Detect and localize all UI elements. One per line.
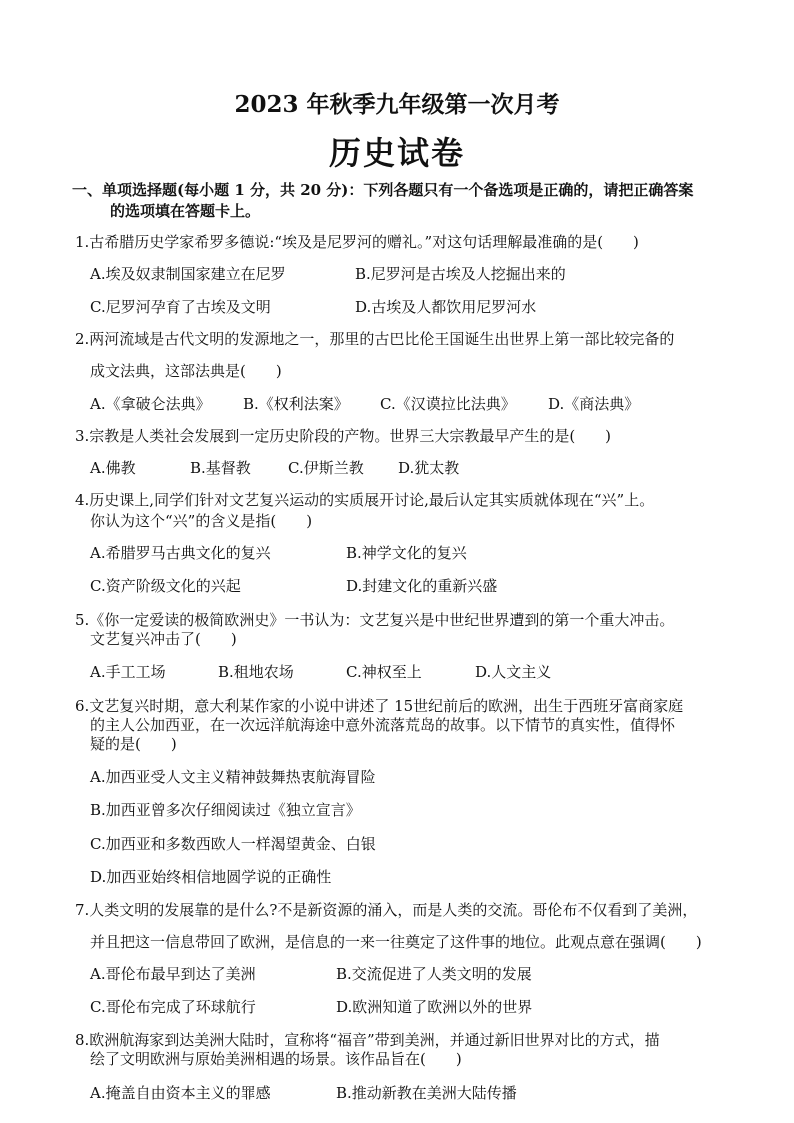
question-5-option-c: C.神权至上 xyxy=(346,663,422,681)
question-2-stem-2: 成文法典，这部法典是( ) xyxy=(90,362,282,380)
question-2-option-a: A.《拿破仑法典》 xyxy=(90,395,211,413)
question-5-stem-1: 5.《你一定爱读的极简欧洲史》一书认为：文艺复兴是中世纪世界遭到的第一个重大冲击。 xyxy=(75,611,675,629)
question-4-option-c: C.资产阶级文化的兴起 xyxy=(90,577,241,595)
question-5-option-b: B.租地农场 xyxy=(218,663,294,681)
question-7-option-c: C.哥伦布完成了环球航行 xyxy=(90,998,256,1016)
question-4-option-d: D.封建文化的重新兴盛 xyxy=(346,577,498,595)
question-1-option-a: A.埃及奴隶制国家建立在尼罗 xyxy=(90,265,286,283)
question-4-stem-2: 你认为这个“兴”的含义是指( ) xyxy=(90,512,313,530)
question-7-option-b: B.交流促进了人类文明的发展 xyxy=(336,965,532,983)
question-3-option-d: D.犹太教 xyxy=(398,459,460,477)
question-2-stem-1: 2.两河流域是古代文明的发源地之一，那里的古巴比伦王国诞生出世界上第一部比较完备的 xyxy=(75,330,675,348)
question-5-option-a: A.手工工场 xyxy=(90,663,166,681)
question-8-stem-2: 绘了文明欧洲与原始美洲相遇的场景。该作品旨在( ) xyxy=(90,1050,462,1068)
question-5-option-d: D.人文主义 xyxy=(475,663,552,681)
question-4-option-b: B.神学文化的复兴 xyxy=(346,544,467,562)
question-7-option-a: A.哥伦布最早到达了美洲 xyxy=(90,965,256,983)
question-8-option-a: A.掩盖自由资本主义的罪感 xyxy=(90,1084,271,1102)
question-7-option-d: D.欧洲知道了欧洲以外的世界 xyxy=(336,998,533,1016)
question-6-option-d: D.加西亚始终相信地圆学说的正确性 xyxy=(90,868,332,886)
question-3-stem: 3.宗教是人类社会发展到一定历史阶段的产物。世界三大宗教最早产生的是( ) xyxy=(75,427,612,445)
section-heading: 一、单项选择题(每小题 1 分，共 20 分)：下列各题只有一个备选项是正确的，请把正确答案 xyxy=(72,181,694,199)
question-1-option-d: D.古埃及人都饮用尼罗河水 xyxy=(355,298,537,316)
question-1-option-b: B.尼罗河是古埃及人挖掘出来的 xyxy=(355,265,566,283)
exam-subject-title: 历史试卷 xyxy=(328,134,465,172)
question-6-stem-1: 6.文艺复兴时期，意大利某作家的小说中讲述了 15世纪前后的欧洲，出生于西班牙富商家庭 xyxy=(75,697,684,715)
question-3-option-c: C.伊斯兰教 xyxy=(288,459,364,477)
question-6-option-c: C.加西亚和多数西欧人一样渴望黄金、白银 xyxy=(90,835,376,853)
question-5-stem-2: 文艺复兴冲击了( ) xyxy=(90,630,237,648)
question-2-option-c: C.《汉谟拉比法典》 xyxy=(380,395,516,413)
question-6-option-a: A.加西亚受人文主义精神鼓舞热衷航海冒险 xyxy=(90,768,376,786)
question-1-option-c: C.尼罗河孕育了古埃及文明 xyxy=(90,298,271,316)
question-1-stem: 1.古希腊历史学家希罗多德说:“埃及是尼罗河的赠礼。”对这句话理解最准确的是( ) xyxy=(75,233,639,251)
section-heading-cont: 的选项填在答题卡上。 xyxy=(110,202,261,220)
question-6-option-b: B.加西亚曾多次仔细阅读过《独立宣言》 xyxy=(90,801,361,819)
question-7-stem-2: 并且把这一信息带回了欧洲，是信息的一来一往奠定了这件事的地位。此观点意在强调( ) xyxy=(90,933,702,951)
question-3-option-b: B.基督教 xyxy=(190,459,251,477)
question-2-option-d: D.《商法典》 xyxy=(548,395,640,413)
question-4-stem-1: 4.历史课上,同学们针对文艺复兴运动的实质展开讨论,最后认定其实质就体现在“兴”上。 xyxy=(75,491,655,509)
exam-title: 2023 年秋季九年级第一次月考 xyxy=(234,91,560,118)
question-3-option-a: A.佛教 xyxy=(90,459,136,477)
question-4-option-a: A.希腊罗马古典文化的复兴 xyxy=(90,544,271,562)
question-6-stem-2: 的主人公加西亚，在一次远洋航海途中意外流落荒岛的故事。以下情节的真实性，值得怀 xyxy=(90,716,676,734)
question-8-stem-1: 8.欧洲航海家到达美洲大陆时，宣称将“福音”带到美洲，并通过新旧世界对比的方式，描 xyxy=(75,1031,660,1049)
question-2-option-b: B.《权利法案》 xyxy=(243,395,349,413)
question-7-stem-1: 7.人类文明的发展靠的是什么?不是新资源的涌入，而是人类的交流。哥伦布不仅看到了美洲， xyxy=(75,901,698,919)
question-6-stem-3: 疑的是( ) xyxy=(90,735,177,753)
question-8-option-b: B.推动新教在美洲大陆传播 xyxy=(336,1084,517,1102)
